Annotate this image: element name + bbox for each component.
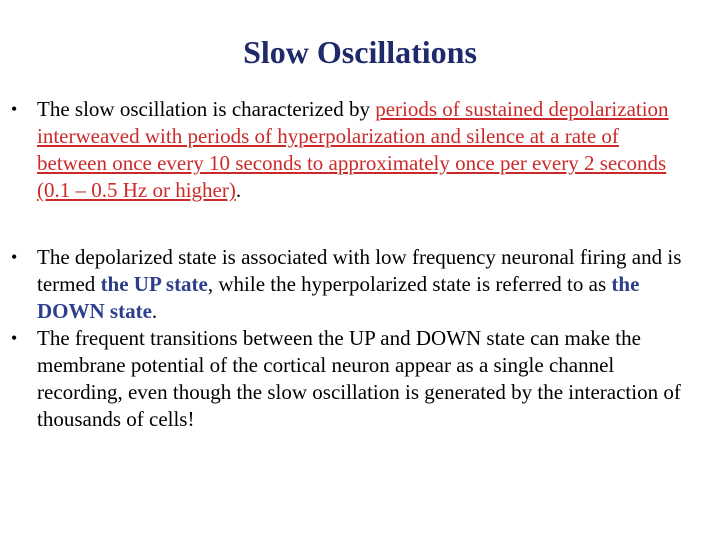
bullet-item <box>0 96 720 204</box>
bullet-list <box>0 96 720 433</box>
term-down-state: the DOWN state <box>37 272 640 323</box>
bullet-item <box>0 325 720 433</box>
bullet-text: , while the hyperpolarized state is referred to as <box>207 272 612 296</box>
bullet-text: The frequent transitions between the UP and DOWN state can make the membrane potential of the cortical neuron appear as a single channel recording, even though the slow oscillation is generated by the interaction of thousands of cells! <box>37 326 681 431</box>
bullet-dot: • <box>11 328 18 348</box>
highlighted-text: periods of sustained depolarization interweaved with periods of hyperpolarization and silence at a rate of between once every 10 seconds to approximately once per every 2 seconds (0.1 – 0.5 Hz or higher) <box>37 97 669 202</box>
bullet-dot: • <box>11 99 18 119</box>
bullet-text: . <box>151 299 158 323</box>
slide-title: Slow Oscillations <box>243 34 477 70</box>
bullet-text: . <box>235 178 242 202</box>
bullet-text: The slow oscillation is characterized by <box>37 97 376 121</box>
bullet-item <box>0 244 720 325</box>
bullet-dot: • <box>11 247 18 267</box>
spacer <box>0 204 720 244</box>
term-up-state: the UP state <box>100 272 208 296</box>
bullet-text: The depolarized state is associated with low frequency neuronal firing and is termed <box>37 245 682 296</box>
